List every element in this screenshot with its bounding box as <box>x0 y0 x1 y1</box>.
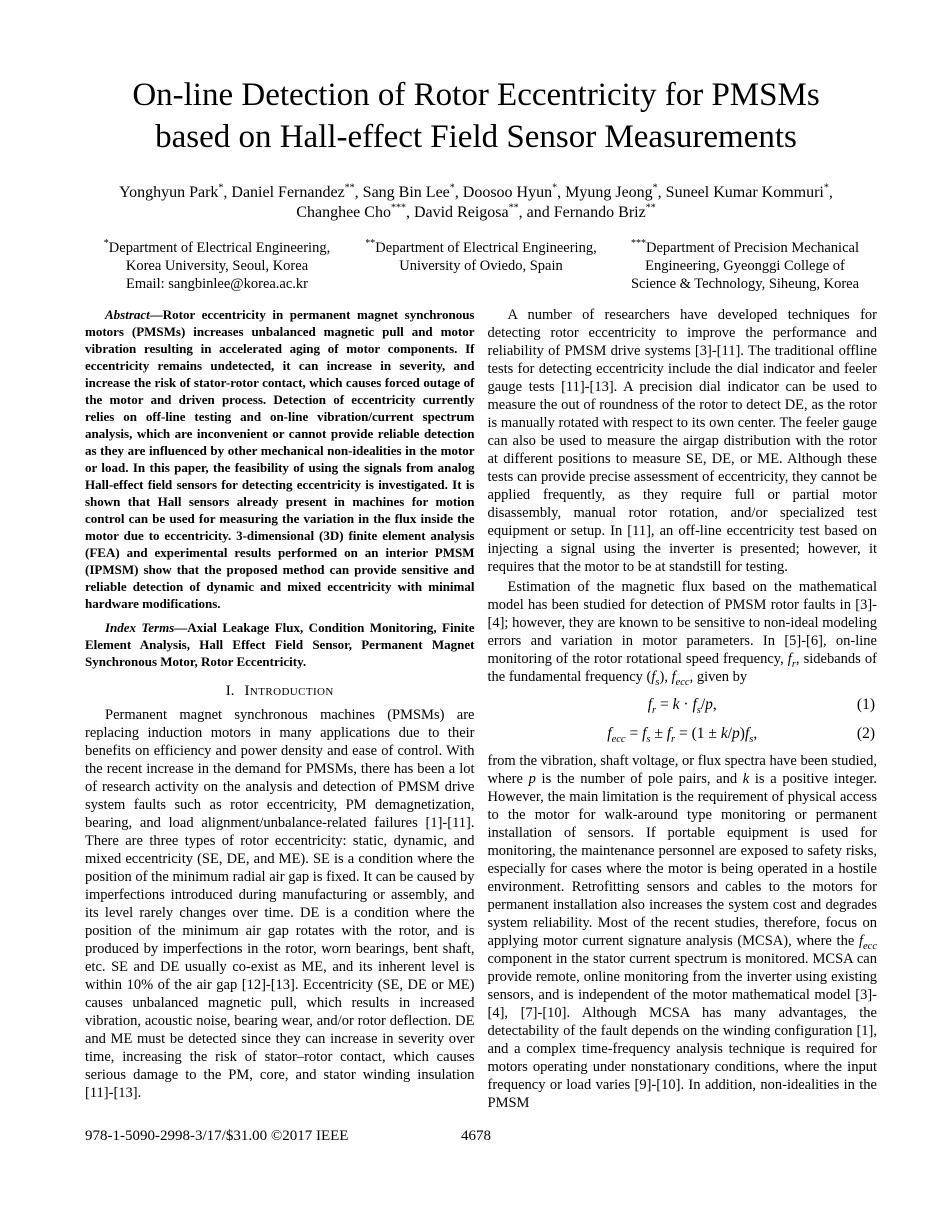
affiliation-line: ***Department of Precision Mechanical <box>631 238 859 256</box>
equation-number: (1) <box>856 696 875 713</box>
author-line: Yonghyun Park*, Daniel Fernandez**, Sang Bin Lee*, Doosoo Hyun*, Myung Jeong*, Suneel Kumar Kommuri*, <box>119 182 833 201</box>
right-column-paragraphs-bottom <box>488 752 878 1112</box>
left-column-paragraphs <box>85 706 475 1102</box>
section-heading-introduction <box>85 683 475 700</box>
paper-title-line1: On-line Detection of Rotor Eccentricity for PMSMs <box>132 77 820 113</box>
equation <box>488 694 878 715</box>
body-paragraph: Estimation of the magnetic flux based on the mathematical model has been studied for detection of PMSM rotor faults in [3]-[4]; however, they are known to be sensitive to non-ideal modeling errors and variation in motor parameters. In [5]-[6], on-line monitoring of the rotor rotational speed frequency, $f_r$, sidebands of the fundamental frequency $(f_s)$, $f_{ecc}$, given by <box>487 579 877 688</box>
abstract-text: Rotor eccentricity in permanent magnet synchronous motors (PMSMs) increases unbalanced magnetic pull and motor vibration resulting in accelerated aging of motor components. If eccentricity remains undetected, it can increase in severity, and increase the risk of stator-rotor contact, which causes forced outage of the motor and driven process. Detection of eccentricity currently relies on off-line testing and on-line vibration/current spectrum analysis, which are inconvenient or cannot provide reliable detection as they are influenced by other mechanical non-idealities in the motor or load. In this paper, the feasibility of using the signals from analog Hall-effect field sensors for detecting eccentricity is investigated. It is shown that Hall sensors already present in machines for motion control can be used for measuring the variation in the flux inside the motor due to eccentricity. 3-dimensional (3D) finite element analysis (FEA) and experimental results performed on an interior PMSM (IPMSM) show that the proposed method can provide sensitive and reliable detection of dynamic and mixed eccentricity with minimal hardware modifications. <box>85 307 475 611</box>
page-footer <box>0 1128 952 1145</box>
left-column <box>85 306 475 1114</box>
section-title: Introduction <box>244 683 334 699</box>
affiliation-line: University of Oviedo, Spain <box>399 258 563 274</box>
affiliation <box>349 239 613 293</box>
affiliation-marker: * <box>103 238 109 250</box>
author-line: Changhee Cho***, David Reigosa**, and Fernando Briz** <box>296 202 656 221</box>
body-paragraph: A number of researchers have developed techniques for detecting rotor eccentricity to improve the performance and reliability of PMSM drive systems [3]-[11]. The traditional offline tests for detecting eccentricity include the dial indicator and feeler gauge tests [11]-[13]. A precision dial indicator can be used to measure the out of roundness of the rotor to detect DE, as the rotor is manually rotated with respect to its own center. The feeler gauge can also be used to measure the airgap distribution with the rotor at different positions to measure SE, DE, or ME. Although these tests can provide precise assessment of eccentricity, they cannot be applied frequently, as they require full or partial motor disassembly, manual rotor rotation, and/or specialized test equipment or setup. In [11], an off-line eccentricity test based on injecting a signal using the inverter is presented; however, it requires that the motor to be at standstill for testing. <box>487 307 877 575</box>
affiliation-line: Korea University, Seoul, Korea <box>125 258 309 274</box>
equation-number: (2) <box>856 725 875 742</box>
index-terms <box>85 619 475 670</box>
affiliation-line: Engineering, Gyeonggi College of <box>645 258 845 274</box>
affiliation-line: **Department of Electrical Engineering, <box>365 238 597 256</box>
affiliations <box>85 239 877 293</box>
affiliation-line: Email: sangbinlee@korea.ac.kr <box>125 276 309 292</box>
body-paragraph: Permanent magnet synchronous machines (PMSMs) are replacing induction motors in many applications due to their benefits on efficiency and power density and ease of control. With the recent increase in the demand for PMSMs, there has been a lot of research activity on the analysis and detection of PMSM drive system faults such as rotor eccentricity, PM demagnetization, bearing, and load alignment/unbalance-related failures [1]-[11]. There are three types of rotor eccentricity: static, dynamic, and mixed eccentricity (SE, DE, and ME). SE is a condition where the position of the minimum radial air gap is fixed. It can be caused by imperfections introduced during manufacturing or assembly, and its level rarely changes over time. DE is a condition where the position of the minimum air gap rotates with the rotor, and is produced by imperfections in the rotor, worn bearings, bent shaft, etc. SE and DE usually co-exist as ME, and its inherent level is within 10% of the air gap [12]-[13]. Eccentricity (SE, DE or ME) causes unbalanced magnetic pull, which results in increased vibration, acoustic noise, bearing wear, and/or rotor deflection. DE and ME must be detected since they can increase in severity over time, increasing the risk of stator–rotor contact, which causes serious damage to the PM, core, and stator winding insulation [11]-[13]. <box>85 707 475 1101</box>
affiliation-line: Science & Technology, Siheung, Korea <box>630 276 860 292</box>
author-list <box>0 183 952 223</box>
right-column <box>488 306 878 1114</box>
paper-title-line2: based on Hall-effect Field Sensor Measurements <box>155 119 797 155</box>
index-terms-text: Axial Leakage Flux, Condition Monitoring, Finite Element Analysis, Hall Effect Field Sensor, Permanent Magnet Synchronous Motor, Rotor Eccentricity. <box>85 620 475 669</box>
paper-title <box>0 74 952 158</box>
equation-body: $f_r = k \cdot f_s/p$, <box>647 696 717 717</box>
section-number: I. <box>225 683 235 699</box>
body-columns <box>85 306 877 1114</box>
page-number: 4678 <box>461 1128 491 1144</box>
affiliation-marker: ** <box>365 238 376 250</box>
index-terms-label: Index Terms— <box>105 620 188 635</box>
equation <box>488 723 878 744</box>
abstract <box>85 306 475 612</box>
equations-block <box>488 694 878 744</box>
copyright-notice: 978-1-5090-2998-3/17/$31.00 ©2017 IEEE <box>85 1128 349 1144</box>
abstract-label: Abstract— <box>105 307 163 322</box>
body-paragraph: from the vibration, shaft voltage, or flux spectra have been studied, where p is the number of pole pairs, and k is a positive integer. However, the main limitation is the requirement of physical access to the motor for walk-around type monitoring or permanent installation of sensors. If portable equipment is used for monitoring, the maintenance personnel are exposed to safety risks, especially for cases where the motor is being operated in a hostile environment. Retrofitting sensors and cables to the motors for permanent installation also increases the system cost and degrades system reliability. Most of the recent studies, therefore, focus on applying motor current signature analysis (MCSA), where the $f_{ecc}$ component in the stator current spectrum is monitored. MCSA can provide remote, online monitoring from the inverter using existing sensors, and is independent of the motor mathematical model [3]-[4], [7]-[10]. Although MCSA has many advantages, the detectability of the fault depends on the winding configuration [1], and a complex time-frequency analysis technique is required for motors operating under nonstationary conditions, where the input frequency or load varies [9]-[10]. In addition, non-idealities in the PMSM <box>487 753 878 1111</box>
affiliation <box>85 239 349 293</box>
affiliation-line: *Department of Electrical Engineering, <box>103 238 331 256</box>
equation-body: $f_{ecc} = f_s \pm f_r = (1 \pm k/p)f_s$, <box>607 725 758 746</box>
affiliation-marker: *** <box>631 238 646 250</box>
affiliation <box>613 239 877 293</box>
right-column-paragraphs-top <box>488 306 878 686</box>
